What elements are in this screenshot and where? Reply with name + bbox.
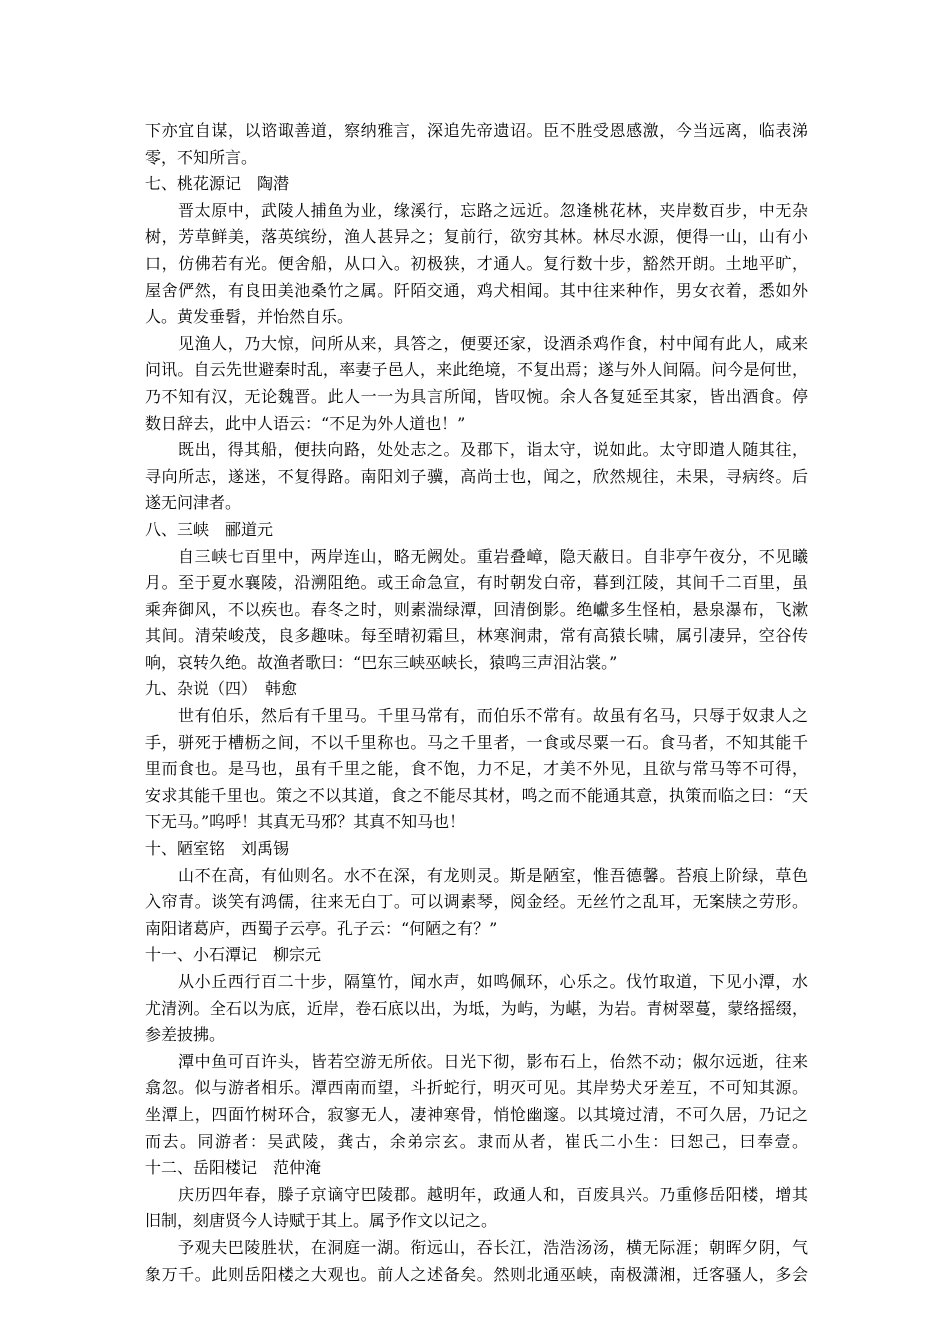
text-line: 乃不知有汉，无论魏晋。此人一一为具言所闻，皆叹惋。余人各复延至其家，皆出酒食。停 [145, 386, 808, 406]
text-line: 予观夫巴陵胜状，在洞庭一湖。衔远山，吞长江，浩浩汤汤，横无际涯；朝晖夕阴，气 [178, 1237, 808, 1257]
text-line: 月。至于夏水襄陵，沿溯阻绝。或王命急宣，有时朝发白帝，暮到江陵，其间千二百里，虽 [145, 573, 808, 593]
text-line: 树，芳草鲜美，落英缤纷，渔人甚异之；复前行，欲穷其林。林尽水源，便得一山，山有小 [145, 227, 808, 247]
text-line: 象万千。此则岳阳楼之大观也。前人之述备矣。然则北通巫峡，南极潇湘，迁客骚人，多会 [145, 1264, 808, 1284]
text-line: 人。黄发垂髫，并怡然自乐。 [145, 307, 354, 327]
text-line: 入帘青。谈笑有鸿儒，往来无白丁。可以调素琴，阅金经。无丝竹之乱耳，无案牍之劳形。 [145, 892, 808, 912]
text-line: 寻向所志，遂迷，不复得路。南阳刘子骥，高尚士也，闻之，欣然规往，未果，寻病终。后 [145, 466, 808, 486]
text-line: 参差披拂。 [145, 1025, 226, 1045]
section-heading: 八、三峡 郦道元 [145, 519, 274, 539]
text-line: 安求其能千里也。策之不以其道，食之不能尽其材，鸣之而不能通其意，执策而临之曰：“天 [145, 785, 808, 805]
text-line: 既出，得其船，便扶向路，处处志之。及郡下，诣太守，说如此。太守即遣人随其往， [178, 440, 808, 460]
text-line: 旧制，刻唐贤今人诗赋于其上。属予作文以记之。 [145, 1211, 498, 1231]
text-line: 世有伯乐，然后有千里马。千里马常有，而伯乐不常有。故虽有名马，只辱于奴隶人之 [178, 706, 808, 726]
section-heading: 十一、小石潭记 柳宗元 [145, 945, 322, 965]
text-line: 山不在高，有仙则名。水不在深，有龙则灵。斯是陋室，惟吾德馨。苔痕上阶绿，草色 [178, 865, 808, 885]
text-line: 数日辞去，此中人语云：“不足为外人道也！” [145, 413, 466, 433]
text-line: 自三峡七百里中，两岸连山，略无阙处。重岩叠嶂，隐天蔽日。自非亭午夜分，不见曦 [178, 546, 808, 566]
text-line: 遂无问津者。 [145, 493, 242, 513]
text-line: 屋舍俨然，有良田美池桑竹之属。阡陌交通，鸡犬相闻。其中往来种作，男女衣着，悉如外 [145, 280, 808, 300]
text-line: 庆历四年春，滕子京谪守巴陵郡。越明年，政通人和，百废具兴。乃重修岳阳楼，增其 [178, 1184, 808, 1204]
text-line: 乘奔御风，不以疾也。春冬之时，则素湍绿潭，回清倒影。绝巘多生怪柏，悬泉瀑布，飞漱 [145, 599, 808, 619]
text-line: 见渔人，乃大惊，问所从来，具答之，便要还家，设酒杀鸡作食，村中闻有此人，咸来 [178, 333, 808, 353]
text-line: 手，骈死于槽枥之间，不以千里称也。马之千里者，一食或尽粟一石。食马者，不知其能千 [145, 732, 808, 752]
section-heading: 七、桃花源记 陶潜 [145, 174, 290, 194]
section-heading: 九、杂说（四） 韩愈 [145, 679, 298, 699]
text-line: 里而食也。是马也，虽有千里之能，食不饱，力不足，才美不外见，且欲与常马等不可得， [145, 759, 808, 779]
text-line: 其间。清荣峻茂，良多趣味。每至晴初霜旦，林寒涧肃，常有高猿长啸，属引凄异，空谷传 [145, 626, 808, 646]
text-line: 晋太原中，武陵人捕鱼为业，缘溪行，忘路之远近。忽逢桃花林，夹岸数百步，中无杂 [178, 200, 808, 220]
section-heading: 十、陋室铭 刘禹锡 [145, 839, 290, 859]
text-line: 口，仿佛若有光。便舍船，从口入。初极狭，才通人。复行数十步，豁然开朗。土地平旷， [145, 253, 808, 273]
text-line: 翕忽。似与游者相乐。潭西南而望，斗折蛇行，明灭可见。其岸势犬牙差互，不可知其源。 [145, 1078, 808, 1098]
text-line: 从小丘西行百二十步，隔篁竹，闻水声，如鸣佩环，心乐之。伐竹取道，下见小潭，水 [178, 972, 808, 991]
section-heading: 十二、岳阳楼记 范仲淹 [145, 1158, 322, 1178]
text-line: 尤清洌。全石以为底，近岸，卷石底以出，为坻，为屿，为嵁，为岩。青树翠蔓，蒙络摇缀， [145, 998, 808, 1018]
text-line: 下亦宜自谋，以谘诹善道，察纳雅言，深追先帝遗诏。臣不胜受恩感激，今当远离，临表涕 [145, 121, 808, 140]
text-line: 潭中鱼可百许头，皆若空游无所依。日光下彻，影布石上，佁然不动；俶尔远逝，往来 [178, 1051, 808, 1071]
text-line: 问讯。自云先世避秦时乱，率妻子邑人，来此绝境，不复出焉；遂与外人间隔。问今是何世， [145, 360, 808, 380]
text-line: 而去。同游者：吴武陵，龚古，余弟宗玄。隶而从者，崔氏二小生：曰恕己，曰奉壹。 [145, 1131, 808, 1151]
text-line: 坐潭上，四面竹树环合，寂寥无人，凄神寒骨，悄怆幽邃。以其境过清，不可久居，乃记之 [145, 1104, 808, 1124]
text-line: 响，哀转久绝。故渔者歌曰：“巴东三峡巫峡长，猿鸣三声泪沾裳。” [145, 652, 618, 672]
text-line: 下无马。”呜呼！其真无马邪？其真不知马也！ [145, 812, 466, 832]
text-line: 南阳诸葛庐，西蜀子云亭。孔子云：“何陋之有？” [145, 918, 498, 938]
document-body [145, 118, 808, 1288]
text-line: 零，不知所言。 [145, 147, 258, 167]
